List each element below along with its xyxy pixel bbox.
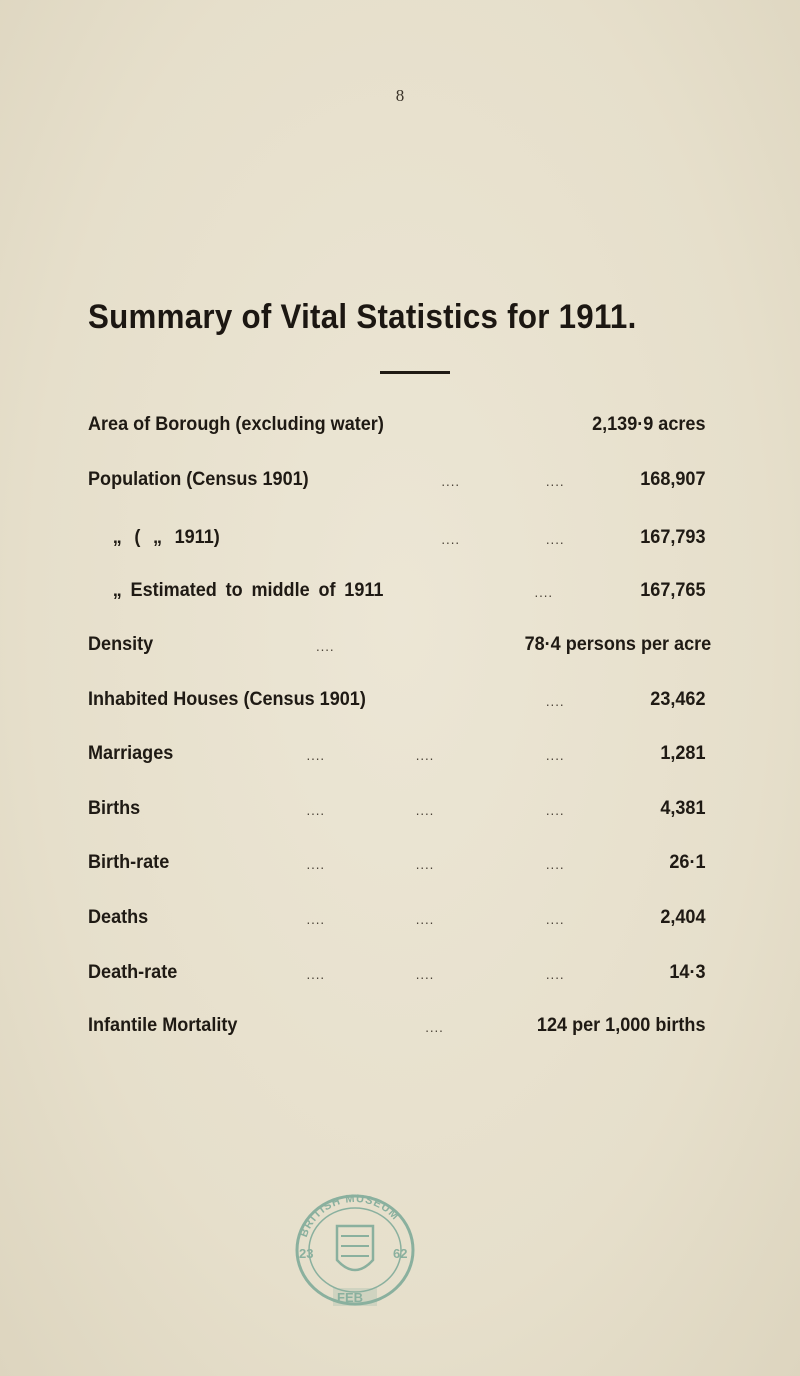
leader-dots: ....: [545, 802, 565, 818]
leader-dots: ....: [545, 473, 565, 489]
leader-dots: ....: [415, 856, 435, 872]
stamp-day: 23: [299, 1246, 314, 1261]
stat-value: 14·3: [669, 962, 706, 983]
leader-dots: ....: [441, 531, 460, 547]
stat-label: „ ( „ 1911): [112, 527, 220, 548]
leader-dots: ....: [545, 747, 565, 763]
leader-dots: ....: [306, 856, 326, 872]
page-title: Summary of Vital Statistics for 1911.: [88, 298, 637, 336]
leader-dots: ....: [306, 911, 326, 927]
stat-label: Births: [88, 798, 141, 819]
stat-label: „ Estimated to middle of 1911: [112, 580, 384, 601]
stat-label: Deaths: [88, 907, 149, 928]
leader-dots: ....: [545, 531, 565, 547]
leader-dots: ....: [545, 911, 565, 927]
stat-value: 1,281: [660, 743, 706, 764]
stat-row-births: [88, 798, 706, 826]
stat-row-death-rate: [88, 962, 706, 990]
stamp-month: FEB: [337, 1290, 363, 1305]
stat-row-marriages: [88, 743, 706, 771]
leader-dots: ....: [415, 911, 435, 927]
leader-dots: ....: [415, 966, 435, 982]
stamp-year: 62: [393, 1246, 408, 1261]
stat-label: Area of Borough (excluding water): [88, 414, 384, 435]
stat-label: Death-rate: [88, 962, 178, 983]
leader-dots: ....: [415, 747, 435, 763]
stat-value: 26·1: [669, 852, 706, 873]
stat-label: Marriages: [88, 743, 174, 764]
stat-label: Density: [88, 634, 154, 655]
leader-dots: ....: [306, 802, 326, 818]
stat-row-birth-rate: [88, 852, 706, 880]
leader-dots: ....: [316, 638, 335, 654]
leader-dots: ....: [441, 473, 460, 489]
leader-dots: ....: [306, 747, 326, 763]
leader-dots: ....: [415, 802, 435, 818]
leader-dots: ....: [425, 1019, 444, 1035]
stat-value: 167,765: [640, 580, 706, 601]
stat-row-estimated-1911: [88, 580, 706, 608]
stat-value: 23,462: [650, 689, 706, 710]
leader-dots: ....: [545, 693, 565, 709]
stat-row-deaths: [88, 907, 706, 935]
stat-label: Birth-rate: [88, 852, 170, 873]
stat-row-area: [88, 414, 706, 442]
title-divider: [380, 371, 450, 374]
stat-label: Infantile Mortality: [88, 1015, 238, 1036]
leader-dots: ....: [306, 966, 326, 982]
leader-dots: ....: [545, 856, 565, 872]
stat-value: 2,404: [660, 907, 706, 928]
stat-row-inhabited-houses: [88, 689, 706, 717]
stat-value: 167,793: [640, 527, 706, 548]
stat-label: Inhabited Houses (Census 1901): [88, 689, 366, 710]
stat-row-infantile-mortality: [88, 1015, 706, 1043]
stat-row-density: [88, 634, 712, 662]
stat-label: Population (Census 1901): [88, 469, 309, 490]
stat-value: 2,139·9 acres: [592, 414, 706, 435]
stat-value: 78·4 persons per acre: [524, 634, 712, 655]
stat-value: 4,381: [660, 798, 706, 819]
stat-row-population-1901: [88, 469, 706, 497]
stat-row-population-1911: [88, 527, 706, 555]
library-stamp-icon: [285, 1188, 425, 1313]
stamp-arc-text: BRITISH MUSEUM: [298, 1192, 402, 1239]
stat-value: 168,907: [640, 469, 706, 490]
leader-dots: ....: [534, 584, 554, 600]
page-number: 8: [395, 86, 405, 105]
leader-dots: ....: [545, 966, 565, 982]
stat-value: 124 per 1,000 births: [536, 1015, 706, 1036]
